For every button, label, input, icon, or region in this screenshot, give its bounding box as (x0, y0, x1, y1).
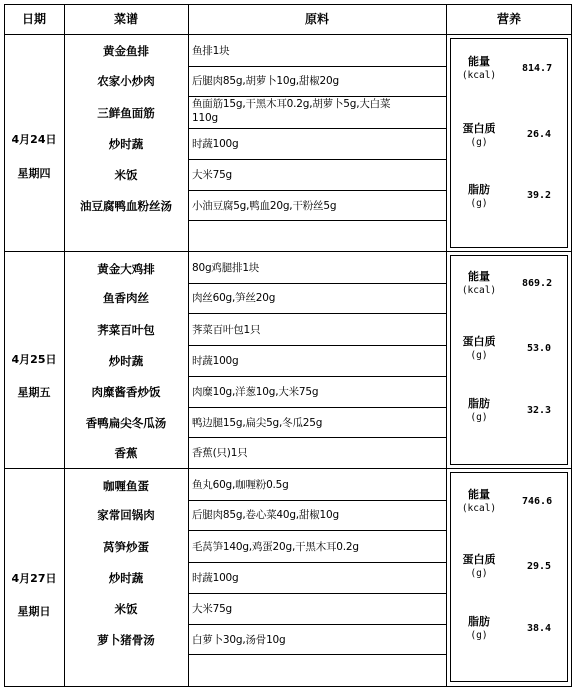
energy-unit: (kcal) (461, 70, 497, 81)
table-border-bottom (4, 686, 572, 687)
fat-value: 32.3 (527, 405, 552, 416)
row-divider (189, 283, 446, 284)
row-divider (189, 437, 446, 438)
ingredient-text: 时蔬100g (192, 572, 239, 584)
row-divider (189, 562, 446, 563)
fat-label: 脂肪 (468, 397, 490, 410)
energy-value: 869.2 (522, 278, 553, 289)
dish-name: 黄金鱼排 (103, 44, 149, 58)
dish-name: 米饭 (114, 168, 138, 182)
day-weekday: 星期日 (17, 605, 51, 618)
dish-name: 咖喱鱼蛋 (103, 479, 149, 493)
protein-value: 26.4 (527, 129, 552, 140)
protein-unit: (g) (470, 350, 488, 361)
row-divider (189, 220, 446, 221)
dish-name: 荠菜百叶包 (97, 323, 155, 337)
dish-name: 肉糜酱香炒饭 (91, 385, 161, 399)
dish-name: 农家小炒肉 (97, 74, 155, 88)
header-divider (4, 34, 572, 35)
fat-unit: (g) (470, 412, 488, 423)
dish-name: 鱼香肉丝 (103, 291, 149, 305)
fat-label: 脂肪 (468, 183, 490, 196)
ingredient-text: 鱼排1块 (192, 45, 230, 57)
day-weekday: 星期五 (17, 386, 51, 399)
row-divider (189, 96, 446, 97)
day-weekday: 星期四 (17, 167, 51, 180)
dish-name: 香蕉 (114, 446, 138, 460)
ingredient-text: 后腿肉85g,卷心菜40g,甜椒10g (192, 509, 339, 521)
ingredient-text: 肉糜10g,洋葱10g,大米75g (192, 386, 319, 398)
dish-name: 三鲜鱼面筋 (97, 106, 155, 120)
ingredient-text: 香蕉(只)1只 (192, 447, 248, 459)
table-border-right (571, 4, 572, 687)
ingredient-text: 小油豆腐5g,鸭血20g,干粉丝5g (192, 200, 337, 212)
ingredient-text-cont: 110g (192, 112, 218, 124)
row-divider (189, 624, 446, 625)
ingredient-text: 鱼面筋15g,干黑木耳0.2g,胡萝卜5g,大白菜 (192, 98, 391, 110)
energy-label: 能量 (468, 488, 490, 501)
dish-name: 家常回锅肉 (97, 508, 155, 522)
dish-name: 炒时蔬 (108, 571, 144, 585)
fat-value: 38.4 (527, 623, 552, 634)
table-border-top (4, 4, 572, 5)
energy-unit: (kcal) (461, 285, 497, 296)
dish-name: 炒时蔬 (108, 354, 144, 368)
energy-unit: (kcal) (461, 503, 497, 514)
dish-name: 炒时蔬 (108, 137, 144, 151)
dish-name: 香鸭扁尖冬瓜汤 (85, 416, 167, 430)
ingredient-text: 大米75g (192, 169, 233, 181)
row-divider (189, 159, 446, 160)
header-date: 日期 (21, 12, 46, 26)
energy-value: 746.6 (522, 496, 553, 507)
dish-name: 萝卜猪骨汤 (97, 633, 155, 647)
ingredient-text: 毛莴笋140g,鸡蛋20g,干黑木耳0.2g (192, 541, 359, 553)
ingredient-text: 鱼丸60g,咖喱粉0.5g (192, 479, 289, 491)
block-divider (4, 468, 572, 469)
row-divider (189, 530, 446, 531)
ingredient-text: 后腿肉85g,胡萝卜10g,甜椒20g (192, 75, 339, 87)
day-date: 4月25日 (11, 353, 57, 366)
row-divider (189, 313, 446, 314)
ingredient-text: 鸭边腿15g,扁尖5g,冬瓜25g (192, 417, 323, 429)
row-divider (189, 128, 446, 129)
dish-name: 莴笋炒蛋 (103, 540, 149, 554)
dish-name: 米饭 (114, 602, 138, 616)
row-divider (189, 345, 446, 346)
fat-value: 39.2 (527, 190, 552, 201)
fat-unit: (g) (470, 630, 488, 641)
ingredient-text: 白萝卜30g,汤骨10g (192, 634, 286, 646)
protein-unit: (g) (470, 568, 488, 579)
protein-label: 蛋白质 (462, 335, 496, 348)
fat-label: 脂肪 (468, 615, 490, 628)
ingredient-text: 时蔬100g (192, 138, 239, 150)
row-divider (189, 407, 446, 408)
day-date: 4月27日 (11, 572, 57, 585)
row-divider (189, 593, 446, 594)
dish-name: 黄金大鸡排 (97, 262, 155, 276)
ingredient-text: 大米75g (192, 603, 233, 615)
day-date: 4月24日 (11, 133, 57, 146)
header-dish: 菜谱 (113, 12, 138, 26)
protein-unit: (g) (470, 137, 488, 148)
row-divider (189, 66, 446, 67)
fat-unit: (g) (470, 198, 488, 209)
column-divider (446, 4, 447, 687)
ingredient-text: 肉丝60g,笋丝20g (192, 292, 276, 304)
energy-value: 814.7 (522, 63, 553, 74)
header-nutrition: 营养 (496, 12, 521, 26)
header-ingredients: 原料 (304, 12, 329, 26)
energy-label: 能量 (468, 270, 490, 283)
protein-label: 蛋白质 (462, 122, 496, 135)
menu-table (4, 4, 572, 687)
row-divider (189, 500, 446, 501)
block-divider (4, 251, 572, 252)
protein-value: 53.0 (527, 343, 552, 354)
row-divider (189, 654, 446, 655)
energy-label: 能量 (468, 55, 490, 68)
ingredient-text: 荠菜百叶包1只 (192, 324, 261, 336)
row-divider (189, 376, 446, 377)
row-divider (189, 190, 446, 191)
protein-label: 蛋白质 (462, 553, 496, 566)
ingredient-text: 时蔬100g (192, 355, 239, 367)
protein-value: 29.5 (527, 561, 552, 572)
ingredient-text: 80g鸡腿排1块 (192, 262, 260, 274)
dish-name: 油豆腐鸭血粉丝汤 (80, 199, 172, 213)
